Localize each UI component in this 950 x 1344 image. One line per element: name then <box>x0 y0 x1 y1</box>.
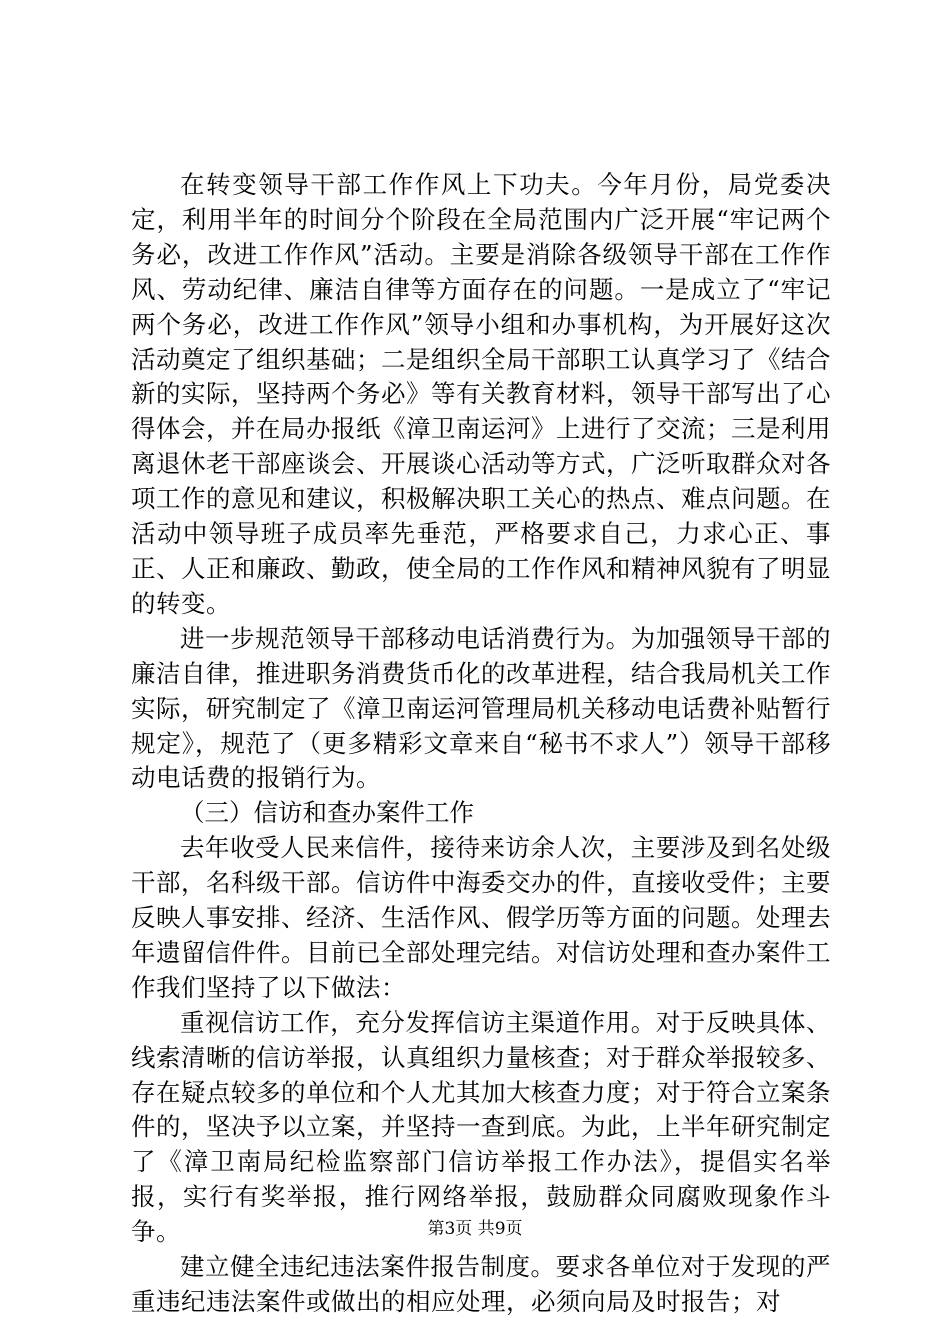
paragraph-case-report: 建立健全违纪违法案件报告制度。要求各单位对于发现的严重违纪违法案件或做出的相应处理，必须向局及时报告；对 <box>131 1252 831 1316</box>
body-text <box>131 168 831 1320</box>
page-footer: 第3页 共9页 <box>427 1219 523 1239</box>
section-heading-petitions: （三）信访和查办案件工作 <box>180 798 474 828</box>
paragraph-mobile-phone: 进一步规范领导干部移动电话消费行为。为加强领导干部的廉洁自律，推进职务消费货币化的改革进程，结合我局机关工作实际，研究制定了《漳卫南运河管理局机关移动电话费补贴暂行规定》，规范了（更多精彩文章来自“秘书不求人”）领导干部移动电话费的报销行为。 <box>131 623 831 793</box>
paragraph-work-style: 在转变领导干部工作作风上下功夫。今年月份，局党委决定，利用半年的时间分个阶段在全局范围内广泛开展“牢记两个务必，改进工作作风”活动。主要是消除各级领导干部在工作作风、劳动纪律、廉洁自律等方面存在的问题。一是成立了“牢记两个务必，改进工作作风”领导小组和办事机构，为开展好这次活动奠定了组织基础；二是组织全局干部职工认真学习了《结合新的实际，坚持两个务必》等有关教育材料，领导干部写出了心得体会，并在局办报纸《漳卫南运河》上进行了交流；三是利用离退休老干部座谈会、开展谈心活动等方式，广泛听取群众对各项工作的意见和建议，积极解决职工关心的热点、难点问题。在活动中领导班子成员率先垂范，严格要求自己，力求心正、事正、人正和廉政、勤政，使全局的工作作风和精神风貌有了明显的转变。 <box>131 170 831 618</box>
paragraph-petition-work: 重视信访工作，充分发挥信访主渠道作用。对于反映具体、线索清晰的信访举报，认真组织力量核查；对于群众举报较多、存在疑点较多的单位和个人尤其加大核查力度；对于符合立案条件的，坚决予以立案，并坚持一查到底。为此，上半年研究制定了《漳卫南局纪检监察部门信访举报工作办法》，提倡实名举报，实行有奖举报，推行网络举报，鼓励群众同腐败现象作斗争。 <box>131 1007 831 1247</box>
paragraph-petition-stats: 去年收受人民来信件，接待来访余人次，主要涉及到名处级干部，名科级干部。信访件中海委交办的件，直接收受件；主要反映人事安排、经济、生活作风、假学历等方面的问题。处理去年遗留信件件。目前已全部处理完结。对信访处理和查办案件工作我们坚持了以下做法： <box>131 833 831 1002</box>
